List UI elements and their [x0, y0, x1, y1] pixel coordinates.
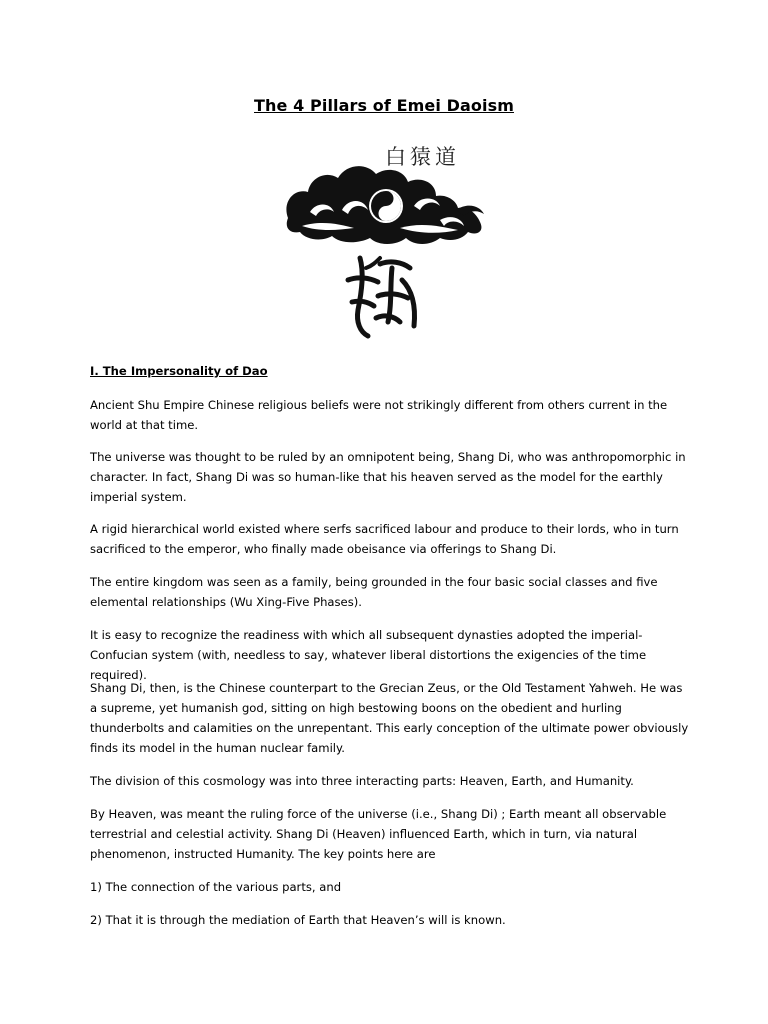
paragraph-text: A rigid hierarchical world existed where serfs sacrificed labour and produce to their lords, who in turn sacrificed to the emperor, who finally made obeisance via offerings to Shang Di.	[90, 522, 679, 556]
paragraph-text: By Heaven, was meant the ruling force of the universe (i.e., Shang Di) ; Earth meant all observable terrestrial and celestial activity. Shang Di (Heaven) influenced Earth, which in turn, via natural phenomenon, instructed Humanity. The key points here are	[90, 807, 667, 861]
paragraph-6	[90, 678, 690, 758]
paragraph-2	[90, 447, 690, 507]
paragraph-3	[90, 519, 690, 559]
cloud-yin-yang-icon	[286, 166, 484, 244]
paragraph-10	[90, 910, 690, 930]
paragraph-text: Ancient Shu Empire Chinese religious beliefs were not strikingly different from others current in the world at that time.	[90, 398, 668, 432]
chinese-characters: 白猿道	[385, 145, 460, 169]
paragraph-7	[90, 771, 690, 791]
section-heading: I. The Impersonality of Dao	[90, 364, 268, 378]
paragraph-1	[90, 395, 690, 435]
seal-script-character-icon	[348, 258, 415, 336]
paragraph-text: The entire kingdom was seen as a family, being grounded in the four basic social classes and five elemental relationships (Wu Xing-Five Phases).	[90, 575, 658, 609]
paragraph-9	[90, 877, 690, 897]
emblem-logo	[280, 140, 490, 345]
paragraph-text: 1) The connection of the various parts, and	[90, 880, 342, 894]
paragraph-text: The universe was thought to be ruled by an omnipotent being, Shang Di, who was anthropomorphic in character. In fact, Shang Di was so human-like that his heaven served as the model for the earthly imperial system.	[90, 450, 686, 504]
paragraph-text: It is easy to recognize the readiness with which all subsequent dynasties adopted the imperial-Confucian system (with, needless to say, whatever liberal distortions the exigencies of the time required).	[90, 628, 647, 682]
document-title: The 4 Pillars of Emei Daoism	[254, 96, 514, 115]
paragraph-text: 2) That it is through the mediation of Earth that Heaven’s will is known.	[90, 913, 506, 927]
paragraph-8	[90, 804, 690, 864]
paragraph-text: The division of this cosmology was into three interacting parts: Heaven, Earth, and Humanity.	[90, 774, 634, 788]
paragraph-4	[90, 572, 690, 612]
paragraph-5	[90, 625, 690, 685]
paragraph-text: Shang Di, then, is the Chinese counterpart to the Grecian Zeus, or the Old Testament Yahweh. He was a supreme, yet humanish god, sitting on high bestowing boons on the obedient and hurling thunderbolts and calamities on the unrepentant. This early conception of the ultimate power obviously finds its model in the human nuclear family.	[90, 681, 689, 755]
